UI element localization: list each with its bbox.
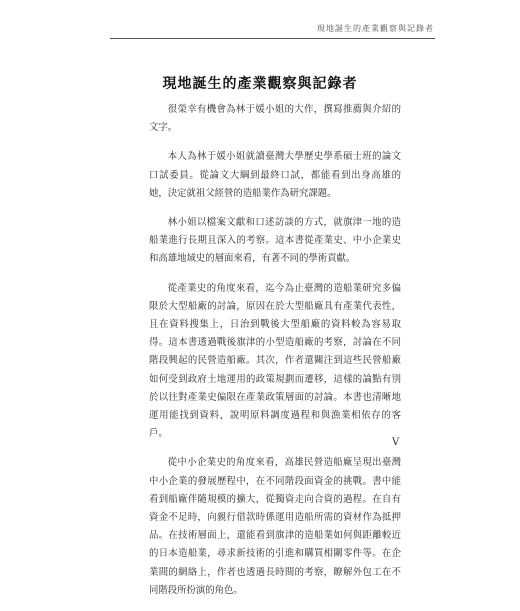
header-rule: [110, 38, 435, 39]
page-number: V: [392, 437, 400, 448]
paragraph-1: 很榮幸有機會為林于媛小姐的大作，撰寫推薦與介紹的文字。: [149, 104, 401, 134]
paragraph-2: 本人為林于媛小姐就讀臺灣大學歷史學系碩士班的論文口試委員。從論文大綱到最終口試，都能看到出身高雄的她，決定就祖父經營的造船業作為研究課題。: [149, 151, 401, 199]
paragraph-3: 林小姐以檔案文獻和口述訪談的方式，就旗津一地的造船業進行長期且深入的考察。這本書從產業史、中小企業史和高雄地域史的層面來看，有著不同的學術貢獻。: [149, 217, 401, 265]
paragraph-4: 從產業史的角度來看，迄今為止臺灣的造船業研究多偏限於大型船廠的討論，原因在於大型船廠具有產業代表性，且在資料搜集上，日治到戰後大型船廠的資料較為容易取得。這本書透過戰後旗津的小型造船廠的考察，討論在不同階段興起的民營造船廠。其次，作者還關注到這些民營船廠如何受到政府土地運用的政策規劃而遷移，這樣的論點有別於以往對產業史偏限在產業政策層面的討論。本書也清晰地運用能找到資料，說明原料調度過程和與漁業相依存的客戶。: [149, 282, 401, 440]
running-header: 現地誕生的產業觀察與記錄者: [317, 24, 434, 33]
paragraph-5: 從中小企業史的角度來看，高雄民營造船廠呈現出臺灣中小企業的發展歷程中，在不同階段面資金的挑戰。書中能看到船廠伴隨規模的擴大，從獨資走向合資的過程。在自有資金不足時，向親行借款時係運用造船所需的資材作為抵押品。在技術層面上，還能看到旗津的造船業如何與距離較近的日本造船業，尋求新技術的引進和購買相關零件等。在企業間的網絡上，作者也透過長時間的考察，瞭解外包工在不同階段所扮演的角色。: [149, 457, 401, 596]
article-title: 現地誕生的產業觀察與記錄者: [162, 76, 358, 92]
article-body: [149, 101, 401, 611]
